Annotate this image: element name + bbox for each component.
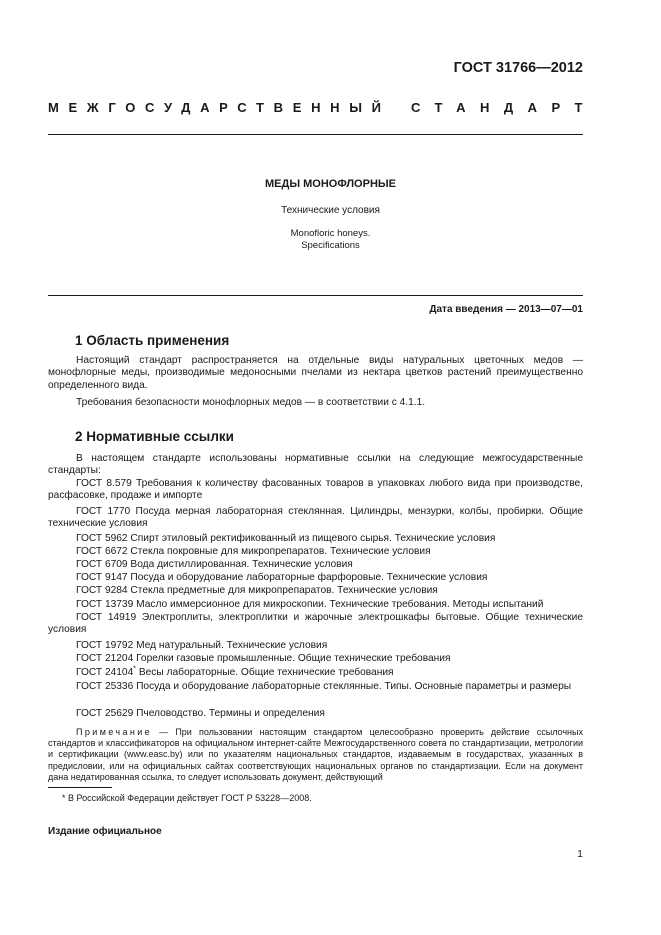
english-title-line2: Specifications <box>301 240 360 251</box>
page-number: 1 <box>577 848 583 860</box>
gost-code: ГОСТ 31766—2012 <box>453 60 583 76</box>
reference-item: ГОСТ 8.579 Требования к количеству фасованных товаров в упаковках любого вида при производстве, расфасовке, продаже и импорте <box>48 478 583 502</box>
reference-item: ГОСТ 14919 Электроплиты, электроплитки и жарочные электрошкафы бытовые. Общие технические условия <box>48 612 583 636</box>
title-rule <box>48 295 583 296</box>
note-text: — При пользовании настоящим стандартом целесообразно проверить действие ссылочных стандартов и классификаторов на официальном интернет-сайте Межгосударственного совета по стандартизации, метрологии и сертификации (www.easc.by) или по указателям национальных стандартов, издаваемым в государствах, указанных в предисловии, или на официальных сайтах соответствующих национальных органов по стандартизации. Если на документ дана недатированная ссылка, то следует использовать документ, действующий <box>48 727 583 782</box>
document-title: МЕДЫ МОНОФЛОРНЫЕ <box>264 178 396 190</box>
reference-item: ГОСТ 1770 Посуда мерная лабораторная стеклянная. Цилиндры, мензурки, колбы, пробирки. Общие технические условия <box>48 506 583 530</box>
section1-paragraph2: Требования безопасности монофлорных медов — в соответствии с 4.1.1. <box>76 397 426 408</box>
reference-item <box>48 667 583 679</box>
note-label: Примечание <box>76 727 153 737</box>
banner-right: СТАНДАРТ <box>410 100 597 115</box>
reference-item: ГОСТ 6709 Вода дистиллированная. Технические условия <box>76 559 353 570</box>
header-rule <box>48 134 583 135</box>
footnote-rule <box>48 787 112 788</box>
section1-heading: 1 Область применения <box>75 333 230 348</box>
reference-item: ГОСТ 5962 Спирт этиловый ректификованный из пищевого сырья. Технические условия <box>76 533 496 544</box>
reference-item: ГОСТ 25629 Пчеловодство. Термины и определения <box>76 708 325 719</box>
reference-item: ГОСТ 9284 Стекла предметные для микропрепаратов. Технические условия <box>76 585 438 596</box>
introduction-date: Дата введения — 2013—07—01 <box>429 304 583 315</box>
reference-title: Весы лабораторные. Общие технические требования <box>136 667 394 678</box>
reference-item: ГОСТ 6672 Стекла покровные для микропрепаратов. Технические условия <box>76 546 431 557</box>
section2-heading: 2 Нормативные ссылки <box>75 429 234 444</box>
section1-paragraph1: Настоящий стандарт распространяется на отдельные виды натуральных цветочных медов — монофлорные меды, производимые медоносными пчелами из нектара цветков растений преимущественно определенного вида. <box>48 355 583 391</box>
footnote: * В Российской Федерации действует ГОСТ Р 53228—2008. <box>62 793 312 803</box>
banner-left: МЕЖГОСУДАРСТВЕННЫЙ <box>48 100 391 115</box>
english-title-line1: Monofloric honeys. <box>290 228 371 239</box>
document-subtitle: Технические условия <box>281 205 380 216</box>
standard-banner <box>48 100 597 120</box>
reference-item: ГОСТ 21204 Горелки газовые промышленные. Общие технические требования <box>76 653 451 664</box>
footnote-marker: * <box>133 665 137 673</box>
reference-item: ГОСТ 19792 Мед натуральный. Технические условия <box>76 640 328 651</box>
reference-item: ГОСТ 13739 Масло иммерсионное для микроскопии. Технические требования. Методы испытаний <box>76 599 544 610</box>
reference-item: ГОСТ 9147 Посуда и оборудование лабораторные фарфоровые. Технические условия <box>76 572 488 583</box>
edition-label: Издание официальное <box>48 826 162 837</box>
reference-code: ГОСТ 24104 <box>76 667 134 678</box>
section2-intro: В настоящем стандарте использованы нормативные ссылки на следующие межгосударственные стандарты: <box>48 453 583 477</box>
reference-item: ГОСТ 25336 Посуда и оборудование лабораторные стеклянные. Типы. Основные параметры и размеры <box>76 681 572 692</box>
section2-note <box>48 727 583 783</box>
